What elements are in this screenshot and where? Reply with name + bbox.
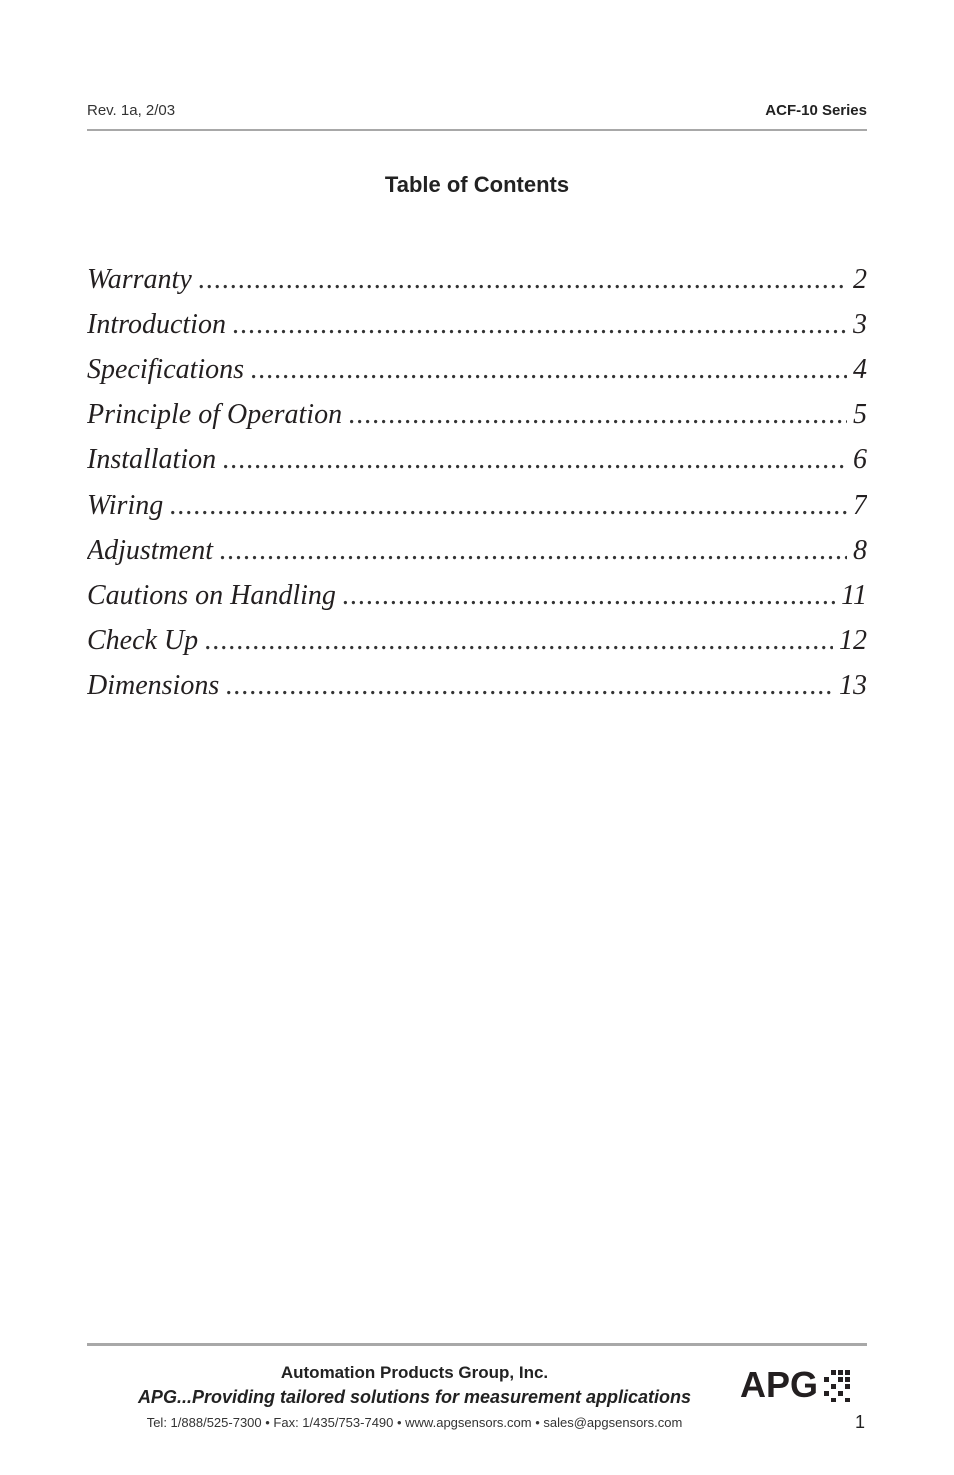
toc-entry[interactable] bbox=[87, 393, 867, 438]
dot-leader bbox=[222, 444, 847, 476]
toc-entry-page: 13 bbox=[839, 670, 867, 702]
revision-label: Rev. 1a, 2/03 bbox=[87, 101, 176, 119]
toc-list bbox=[87, 257, 867, 709]
series-label: ACF-10 Series bbox=[765, 101, 867, 119]
toc-entry-title: Introduction bbox=[87, 308, 226, 340]
header-divider bbox=[87, 129, 867, 131]
dot-leader bbox=[232, 309, 847, 341]
toc-entry[interactable] bbox=[87, 573, 867, 618]
toc-entry-title: Dimensions bbox=[87, 670, 220, 702]
toc-entry-title: Specifications bbox=[87, 353, 245, 385]
company-name: Automation Products Group, Inc. bbox=[280, 1363, 549, 1382]
toc-entry-page: 12 bbox=[839, 625, 867, 657]
dot-leader bbox=[250, 354, 847, 386]
toc-entry-title: Cautions on Handling bbox=[87, 579, 336, 611]
toc-entry[interactable] bbox=[87, 483, 867, 528]
toc-entry[interactable] bbox=[87, 619, 867, 664]
contact-info: Tel: 1/888/525-7300 • Fax: 1/435/753-7490 • www.apgsensors.com • sales@apgsensors.com bbox=[146, 1415, 683, 1430]
toc-entry-page: 2 bbox=[853, 263, 867, 295]
toc-entry-page: 6 bbox=[853, 444, 867, 476]
toc-entry-title: Principle of Operation bbox=[87, 399, 343, 431]
page-header bbox=[87, 100, 867, 120]
toc-entry[interactable] bbox=[87, 528, 867, 573]
toc-entry[interactable] bbox=[87, 438, 867, 483]
toc-entry-title: Installation bbox=[87, 444, 217, 476]
toc-entry-page: 7 bbox=[853, 489, 867, 521]
toc-entry[interactable] bbox=[87, 302, 867, 347]
toc-entry-title: Wiring bbox=[87, 489, 164, 521]
page-number: 1 bbox=[854, 1412, 865, 1432]
toc-entry-page: 11 bbox=[841, 579, 867, 611]
toc-entry-title: Warranty bbox=[87, 263, 192, 295]
toc-entry-page: 3 bbox=[853, 308, 867, 340]
toc-entry-page: 4 bbox=[853, 353, 867, 385]
toc-title: Table of Contents bbox=[384, 172, 570, 197]
toc-entry-page: 5 bbox=[853, 399, 867, 431]
company-tagline: APG...Providing tailored solutions for measurement applications bbox=[137, 1387, 692, 1407]
dot-leader bbox=[219, 535, 847, 567]
dot-leader bbox=[198, 264, 847, 296]
toc-entry-page: 8 bbox=[853, 534, 867, 566]
dot-leader bbox=[169, 490, 847, 522]
toc-entry[interactable] bbox=[87, 664, 867, 709]
dot-leader bbox=[342, 580, 835, 612]
toc-entry-title: Check Up bbox=[87, 625, 199, 657]
toc-entry-title: Adjustment bbox=[87, 534, 213, 566]
logo-dot-grid-icon bbox=[820, 1368, 850, 1402]
dot-leader bbox=[348, 399, 847, 431]
page-footer bbox=[87, 1360, 742, 1438]
logo-wordmark: APG bbox=[740, 1364, 819, 1405]
dot-leader bbox=[204, 625, 833, 657]
dot-leader bbox=[225, 670, 833, 702]
toc-entry[interactable] bbox=[87, 257, 867, 302]
toc-entry[interactable] bbox=[87, 347, 867, 392]
apg-logo bbox=[740, 1365, 870, 1405]
footer-divider bbox=[87, 1343, 867, 1346]
